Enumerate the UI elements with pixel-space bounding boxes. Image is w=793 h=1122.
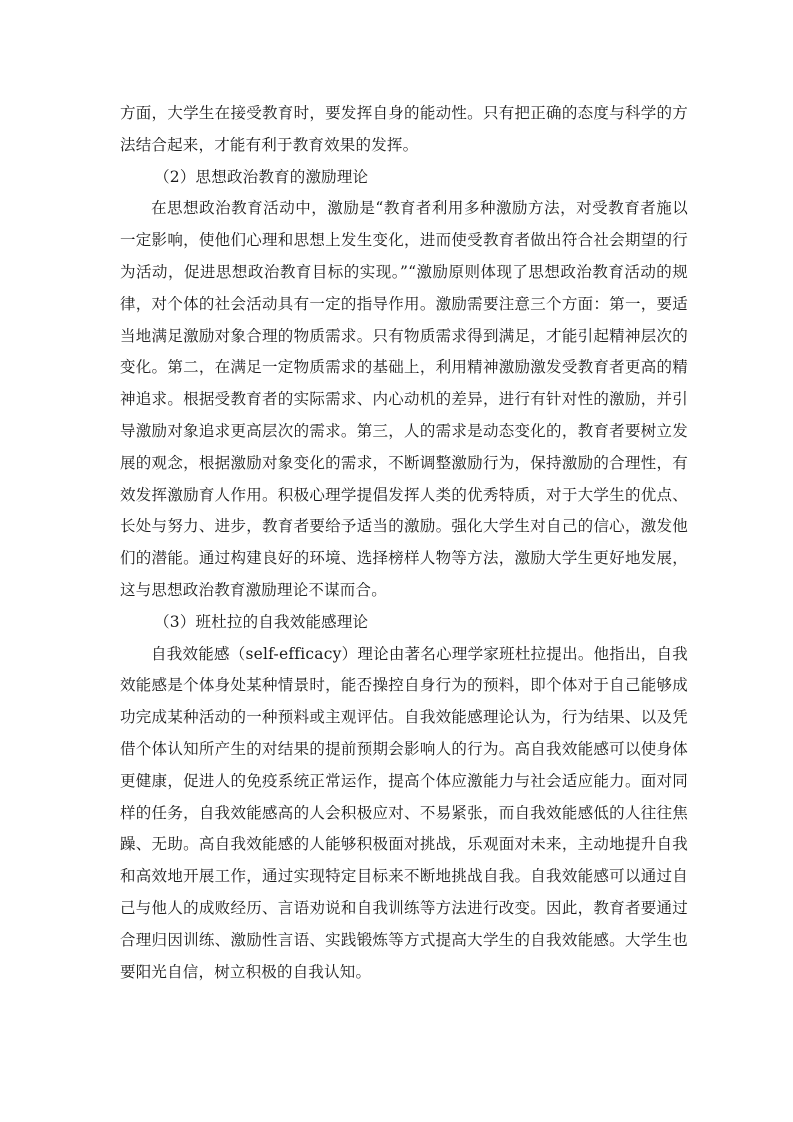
document-body <box>120 98 688 988</box>
section-paragraph-self-efficacy-theory: 自我效能感（self-efficacy）理论由著名心理学家班杜拉提出。他指出，自我效能感是个体身处某种情景时，能否操控自身行为的预料，即个体对于自己能够成功完成某种活动的一种预料或主观评估。自我效能感理论认为，行为结果、以及凭借个体认知所产生的对结果的提前预期会影响人的行为。高自我效能感可以使身体更健康，促进人的免疫系统正常运作，提高个体应激能力与社会适应能力。面对同样的任务，自我效能感高的人会积极应对、不易紧张，而自我效能感低的人往往焦躁、无助。高自我效能感的人能够积极面对挑战，乐观面对未来，主动地提升自我和高效地开展工作，通过实现特定目标来不断地挑战自我。自我效能感可以通过自己与他人的成败经历、言语劝说和自我训练等方法进行改变。因此，教育者要通过合理归因训练、激励性言语、实践锻炼等方式提高大学生的自我效能感。大学生也要阳光自信，树立积极的自我认知。 <box>120 644 688 981</box>
section-heading-motivation-theory: （2）思想政治教育的激励理论 <box>154 167 369 186</box>
section-heading-self-efficacy-theory: （3）班杜拉的自我效能感理论 <box>154 612 369 631</box>
section-paragraph-motivation-theory: 在思想政治教育活动中，激励是“教育者利用多种激励方法，对受教育者施以一定影响，使他们心理和思想上发生变化，进而使受教育者做出符合社会期望的行为活动，促进思想政治教育目标的实现。”“激励原则体现了思想政治教育活动的规律，对个体的社会活动具有一定的指导作用。激励需要注意三个方面：第一，要适当地满足激励对象合理的物质需求。只有物质需求得到满足，才能引起精神层次的变化。第二，在满足一定物质需求的基础上，利用精神激励激发受教育者更高的精神追求。根据受教育者的实际需求、内心动机的差异，进行有针对性的激励，并引导激励对象追求更高层次的需求。第三，人的需求是动态变化的，教育者要树立发展的观念，根据激励对象变化的需求，不断调整激励行为，保持激励的合理性，有效发挥激励育人作用。积极心理学提倡发挥人类的优秀特质，对于大学生的优点、长处与努力、进步，教育者要给予适当的激励。强化大学生对自己的信心，激发他们的潜能。通过构建良好的环境、选择榜样人物等方法，激励大学生更好地发展，这与思想政治教育激励理论不谋而合。 <box>120 199 688 599</box>
intro-paragraph: 方面，大学生在接受教育时，要发挥自身的能动性。只有把正确的态度与科学的方法结合起来，才能有利于教育效果的发挥。 <box>120 104 688 154</box>
